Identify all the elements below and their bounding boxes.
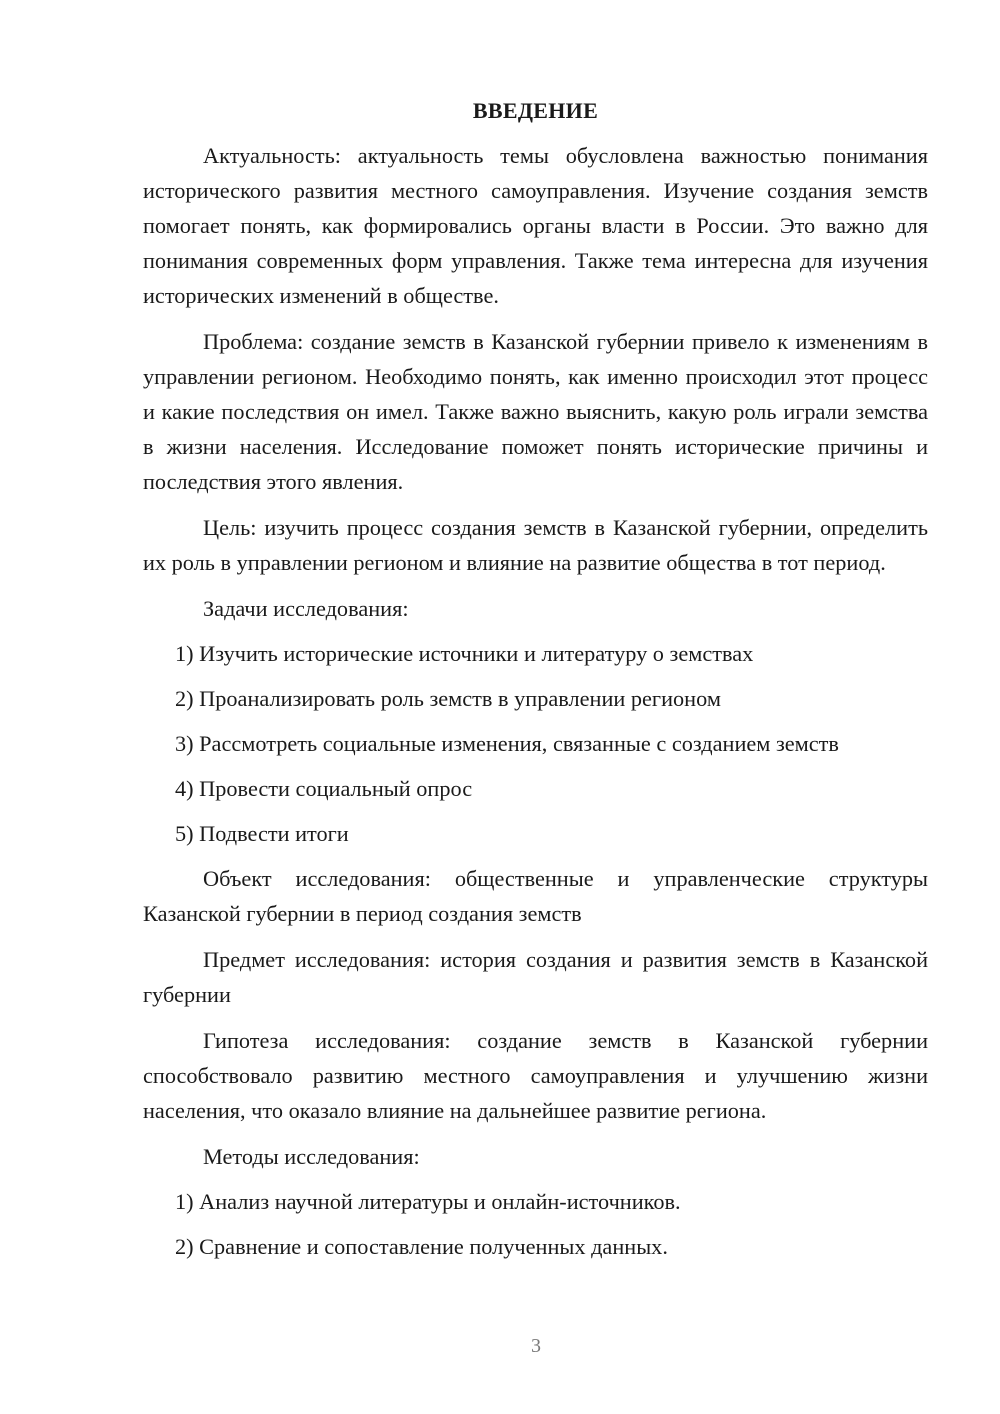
methods-list: [143, 1184, 928, 1264]
list-item: 2) Проанализировать роль земств в управлении регионом: [175, 686, 721, 711]
list-item: 2) Сравнение и сопоставление полученных данных.: [175, 1234, 668, 1259]
methods-label: Методы исследования:: [203, 1144, 420, 1169]
problem-paragraph: Проблема: создание земств в Казанской губернии привело к изменениям в управлении регионом. Необходимо понять, как именно происходил этот процесс и какие последствия он имел. Также важно выяснить, какую роль играли земства в жизни населения. Исследование поможет понять исторические причины и последствия этого явления.: [143, 329, 928, 494]
page-number: 3: [531, 1335, 541, 1357]
section-title: ВВЕДЕНИЕ: [472, 98, 599, 123]
tasks-list: [143, 636, 928, 851]
list-item: 1) Изучить исторические источники и литературу о земствах: [175, 641, 754, 666]
list-item: 3) Рассмотреть социальные изменения, связанные с созданием земств: [175, 731, 839, 756]
subject-paragraph: Предмет исследования: история создания и развития земств в Казанской губернии: [143, 947, 928, 1007]
list-item: 1) Анализ научной литературы и онлайн-источников.: [175, 1189, 681, 1214]
hypothesis-paragraph: Гипотеза исследования: создание земств в Казанской губернии способствовало развитию местного самоуправления и улучшению жизни населения, что оказало влияние на дальнейшее развитие региона.: [143, 1028, 928, 1123]
tasks-label: Задачи исследования:: [203, 596, 409, 621]
goal-paragraph: Цель: изучить процесс создания земств в Казанской губернии, определить их роль в управлении регионом и влияние на развитие общества в тот период.: [143, 515, 928, 575]
relevance-paragraph: Актуальность: актуальность темы обусловлена важностью понимания исторического развития местного самоуправления. Изучение создания земств помогает понять, как формировались органы власти в России. Это важно для понимания современных форм управления. Также тема интересна для изучения исторических изменений в обществе.: [143, 143, 928, 308]
object-paragraph: Объект исследования: общественные и управленческие структуры Казанской губернии в период создания земств: [143, 866, 928, 926]
list-item: 4) Провести социальный опрос: [175, 776, 473, 801]
list-item: 5) Подвести итоги: [175, 821, 349, 846]
document-body: [143, 96, 928, 1274]
